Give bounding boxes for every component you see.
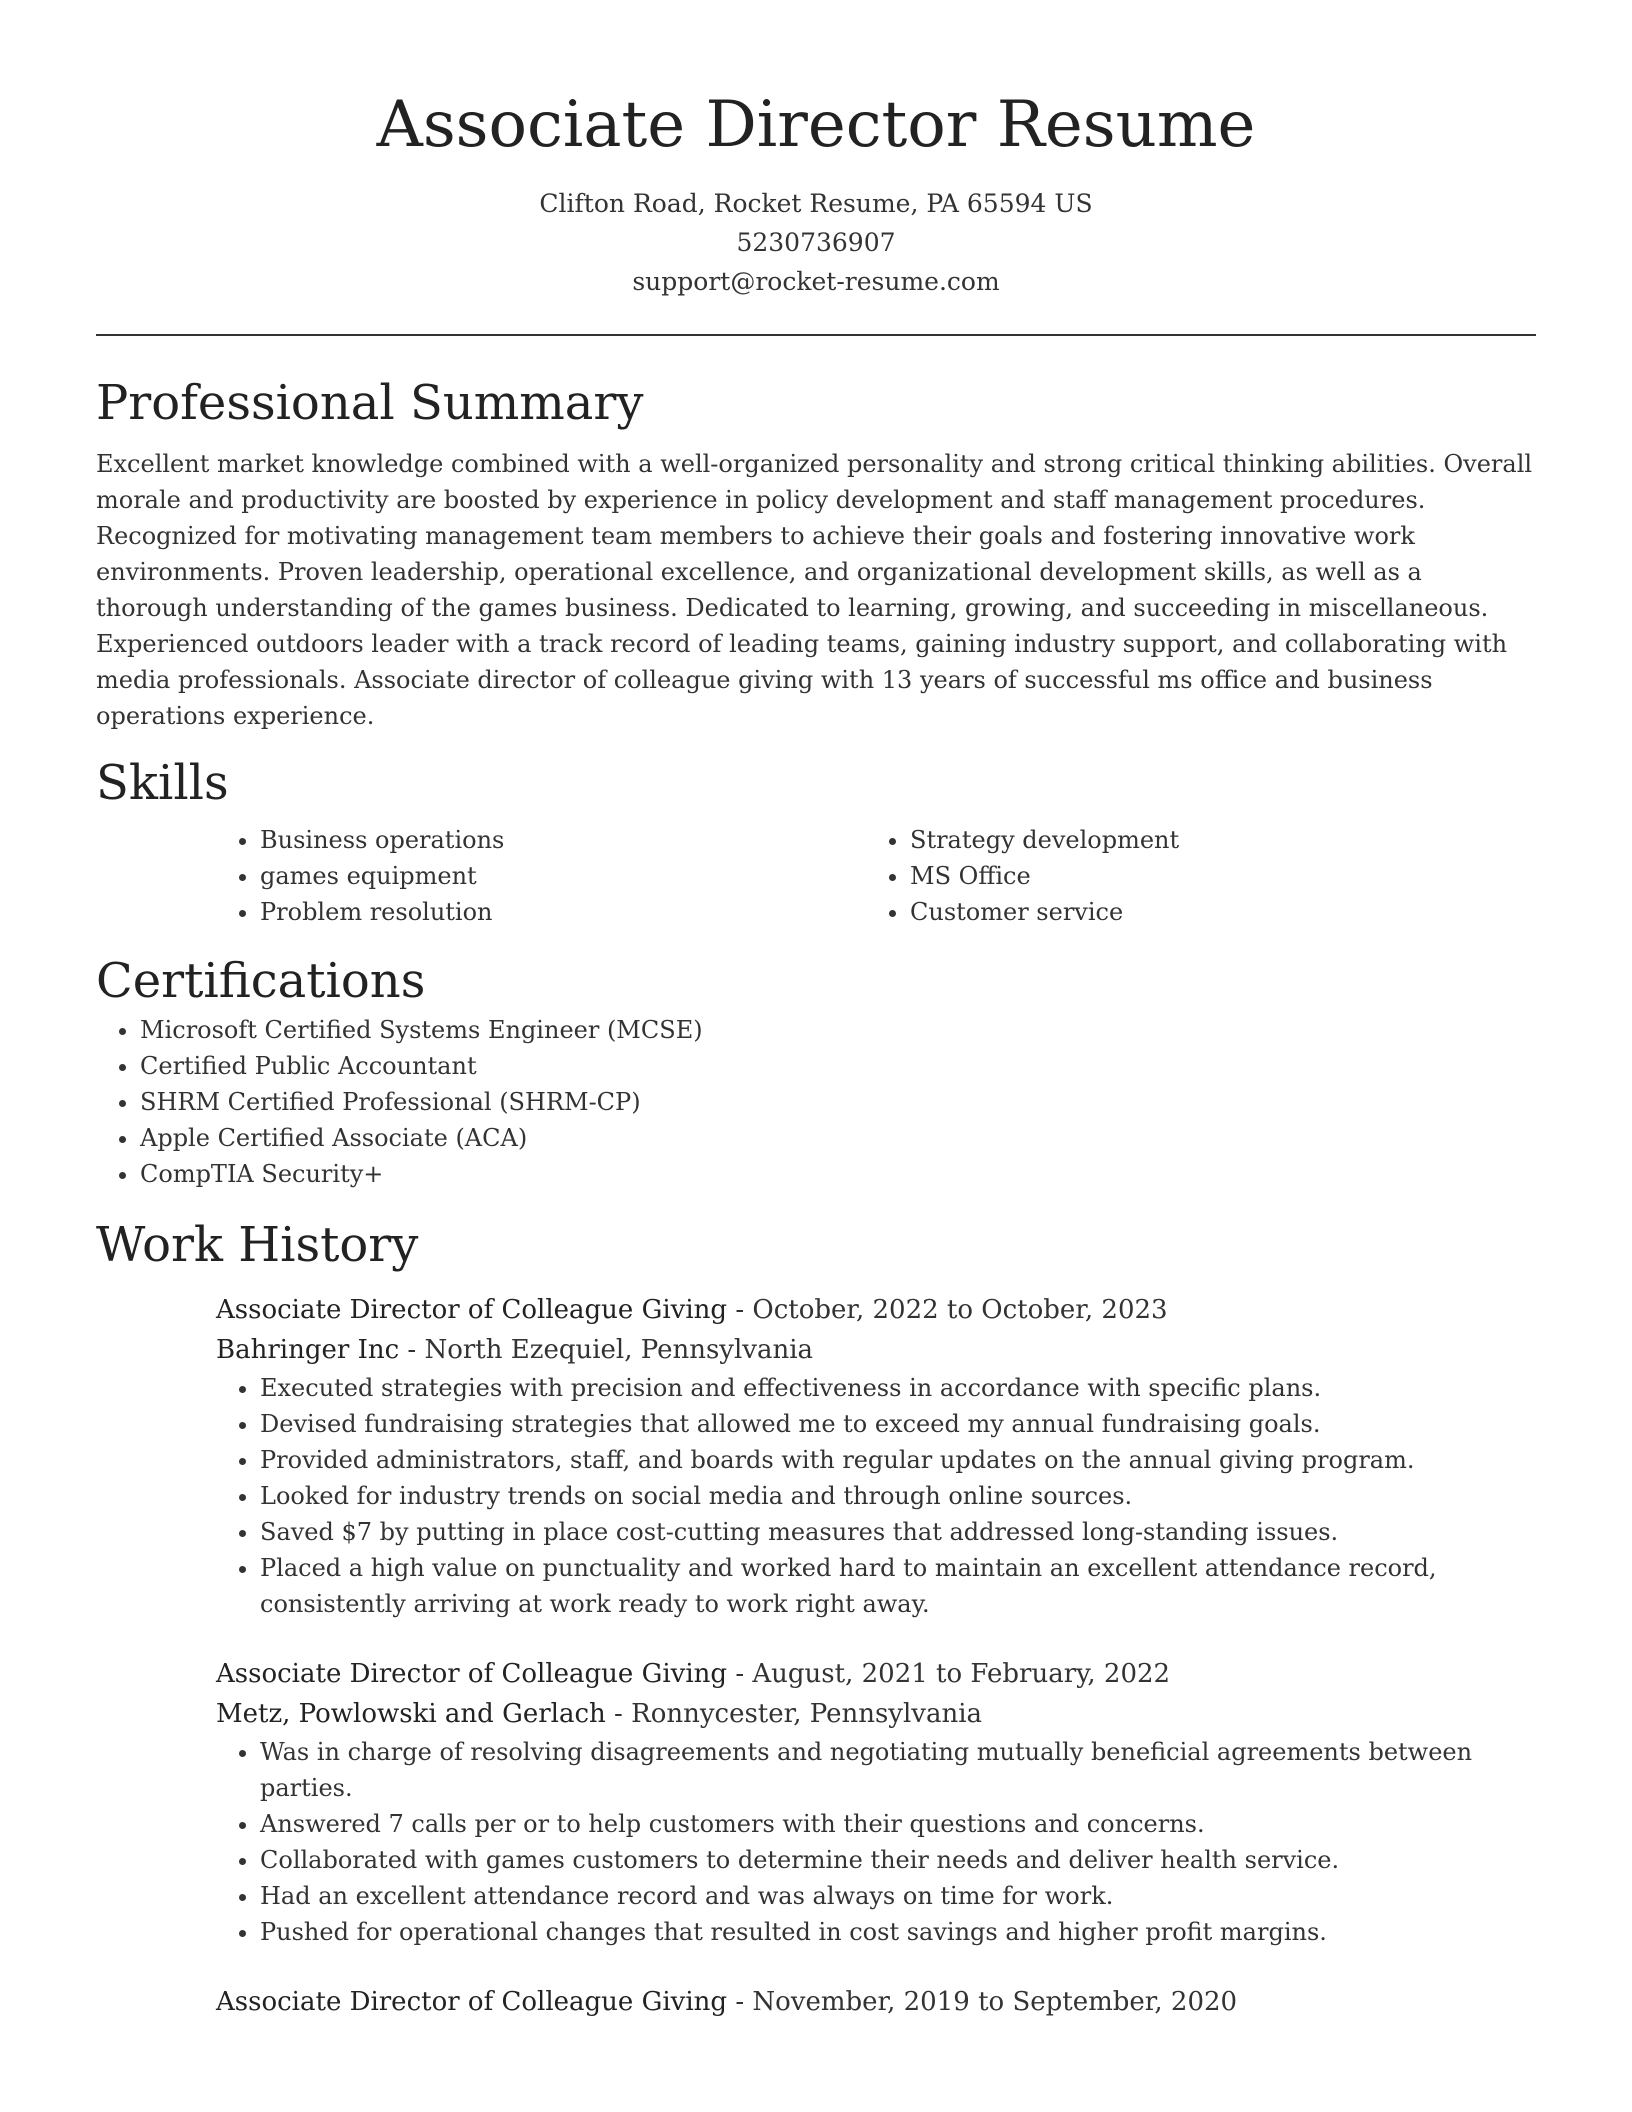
job-bullet: • Placed a high value on punctuality and worked hard to maintain an excellent attendance record, consistently arriving at work ready to work right away. bbox=[260, 1550, 1536, 1622]
job-title: Associate Director of Colleague Giving bbox=[216, 1659, 728, 1689]
email-text: support@rocket-resume.com bbox=[632, 267, 1000, 296]
certifications-heading: Certifications bbox=[96, 953, 426, 1009]
job-company: Bahringer Inc bbox=[216, 1335, 400, 1365]
certifications-list bbox=[96, 1012, 1536, 1192]
job-bullet: • Executed strategies with precision and effectiveness in accordance with specific plans. bbox=[260, 1370, 1536, 1406]
work-history-section bbox=[96, 1214, 1536, 2022]
job-entry bbox=[216, 1982, 1536, 2022]
skill-item: • Problem resolution bbox=[260, 894, 866, 930]
skills-list-right bbox=[866, 822, 1516, 930]
skills-list-left bbox=[216, 822, 866, 930]
job-company-line bbox=[216, 1330, 1536, 1370]
job-company-line bbox=[216, 1694, 1536, 1734]
job-bullet: • Devised fundraising strategies that allowed me to exceed my annual fundraising goals. bbox=[260, 1406, 1536, 1442]
job-bullet: • Answered 7 calls per or to help customers with their questions and concerns. bbox=[260, 1806, 1536, 1842]
job-title-line bbox=[216, 1982, 1536, 2022]
certification-item: • Microsoft Certified Systems Engineer (MCSE) bbox=[140, 1012, 1536, 1048]
skill-item: • Customer service bbox=[910, 894, 1516, 930]
job-entry bbox=[216, 1290, 1536, 1622]
job-dates: - August, 2021 to February, 2022 bbox=[727, 1659, 1171, 1689]
job-title: Associate Director of Colleague Giving bbox=[216, 1987, 728, 2017]
job-bullet: • Pushed for operational changes that resulted in cost savings and higher profit margins. bbox=[260, 1914, 1536, 1950]
skills-heading: Skills bbox=[96, 755, 229, 811]
skills-column-right bbox=[866, 822, 1516, 930]
certification-item: • Apple Certified Associate (ACA) bbox=[140, 1120, 1536, 1156]
job-bullet: • Had an excellent attendance record and was always on time for work. bbox=[260, 1878, 1536, 1914]
summary-heading: Professional Summary bbox=[96, 375, 644, 431]
address-text: Clifton Road, Rocket Resume, PA 65594 US bbox=[539, 189, 1093, 218]
skill-item: • games equipment bbox=[260, 858, 866, 894]
job-dates: - November, 2019 to September, 2020 bbox=[727, 1987, 1238, 2017]
certification-item: • Certified Public Accountant bbox=[140, 1048, 1536, 1084]
job-title-line bbox=[216, 1290, 1536, 1330]
job-company: Metz, Powlowski and Gerlach bbox=[216, 1699, 606, 1729]
phone-text: 5230736907 bbox=[736, 228, 896, 257]
job-dates: - October, 2022 to October, 2023 bbox=[727, 1295, 1168, 1325]
resume-header bbox=[96, 0, 1536, 301]
skill-item: • Business operations bbox=[260, 822, 866, 858]
job-bullet: • Collaborated with games customers to determine their needs and deliver health service. bbox=[260, 1842, 1536, 1878]
job-location: - Ronnycester, Pennsylvania bbox=[605, 1699, 983, 1729]
resume-title: Associate Director Resume bbox=[376, 88, 1256, 162]
job-location: - North Ezequiel, Pennsylvania bbox=[399, 1335, 814, 1365]
skill-item: • Strategy development bbox=[910, 822, 1516, 858]
skill-item: • MS Office bbox=[910, 858, 1516, 894]
certification-item: • CompTIA Security+ bbox=[140, 1156, 1536, 1192]
header-divider bbox=[96, 334, 1536, 336]
job-bullet: • Saved $7 by putting in place cost-cutting measures that addressed long-standing issues. bbox=[260, 1514, 1536, 1550]
certification-item: • SHRM Certified Professional (SHRM-CP) bbox=[140, 1084, 1536, 1120]
job-bullet: • Provided administrators, staff, and boards with regular updates on the annual giving program. bbox=[260, 1442, 1536, 1478]
skills-section bbox=[96, 752, 1536, 930]
job-title: Associate Director of Colleague Giving bbox=[216, 1295, 728, 1325]
job-bullet: • Was in charge of resolving disagreements and negotiating mutually beneficial agreements between parties. bbox=[260, 1734, 1536, 1806]
job-title-line bbox=[216, 1654, 1536, 1694]
job-bullets bbox=[216, 1370, 1536, 1622]
job-bullet: • Looked for industry trends on social media and through online sources. bbox=[260, 1478, 1536, 1514]
summary-section bbox=[96, 372, 1536, 734]
certifications-section bbox=[96, 950, 1536, 1192]
skills-column-left bbox=[216, 822, 866, 930]
job-entry bbox=[216, 1654, 1536, 1950]
summary-text: Excellent market knowledge combined with a well-organized personality and strong critical thinking abilities. Overall morale and productivity are boosted by experience in policy development and staff management procedures. Recognized for motivating management team members to achieve their goals and fostering innovative work environments. Proven leadership, operational excellence, and organizational development skills, as well as a thorough understanding of the games business. Dedicated to learning, growing, and succeeding in miscellaneous. Experienced outdoors leader with a track record of leading teams, gaining industry support, and collaborating with media professionals. Associate director of colleague giving with 13 years of successful ms office and business operations experience. bbox=[96, 450, 1533, 730]
job-bullets bbox=[216, 1734, 1536, 1950]
work-history-heading: Work History bbox=[96, 1217, 419, 1273]
skills-grid bbox=[216, 822, 1536, 930]
